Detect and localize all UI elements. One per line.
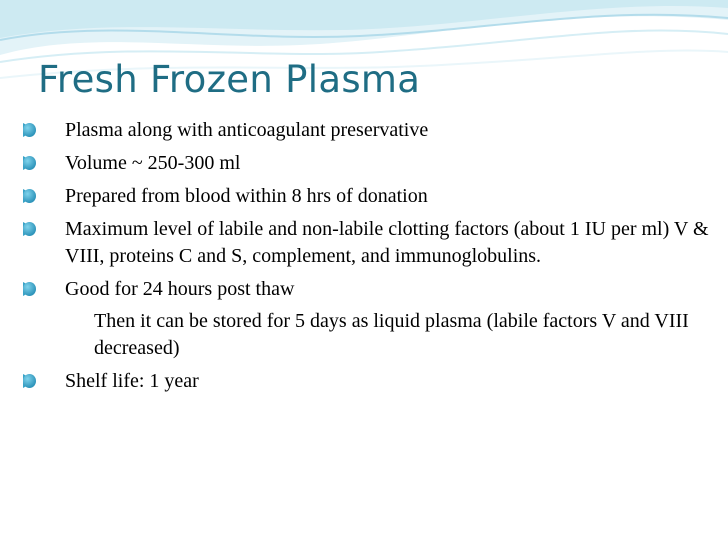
list-item-text: Volume ~ 250-300 ml <box>65 152 241 174</box>
list-item-text: Prepared from blood within 8 hrs of donation <box>65 185 428 207</box>
sub-list-item <box>20 308 710 362</box>
list-item <box>20 276 710 303</box>
list-item-text: Plasma along with anticoagulant preservative <box>65 119 429 141</box>
bullet-dot-icon <box>23 189 36 203</box>
bullet-dot-icon <box>23 222 36 236</box>
list-item <box>20 183 710 210</box>
slide-title: Fresh Frozen Plasma <box>38 58 421 101</box>
list-item <box>20 368 710 395</box>
bullet-list <box>20 117 710 401</box>
list-item <box>20 117 710 144</box>
bullet-dot-icon <box>23 123 36 137</box>
list-item <box>20 216 710 270</box>
bullet-dot-icon <box>23 282 36 296</box>
list-item-text: Maximum level of labile and non-labile clotting factors (about 1 IU per ml) V & VIII, proteins C and S, complement, and immunoglobulins. <box>65 218 709 267</box>
list-item-text: Shelf life: 1 year <box>65 370 199 392</box>
list-item-text: Good for 24 hours post thaw <box>65 278 295 300</box>
bullet-dot-icon <box>23 156 36 170</box>
sub-list-item-text: Then it can be stored for 5 days as liquid plasma (labile factors V and VIII decreased) <box>94 310 689 359</box>
list-item <box>20 150 710 177</box>
bullet-dot-icon <box>23 374 36 388</box>
